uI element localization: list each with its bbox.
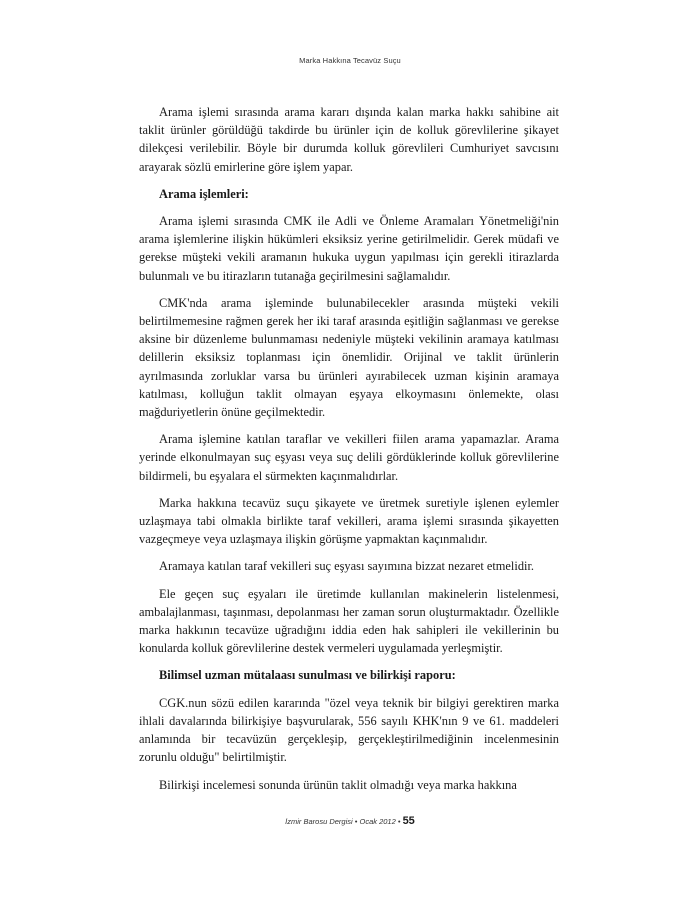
paragraph: Arama işlemi sırasında CMK ile Adli ve Önleme Aramaları Yönetmeliği'nin arama işlemlerine ilişkin hükümleri eksiksiz yerine getirilmelidir. Gerek müdafi ve gerekse müşteki vekili aramanın hukuka uygun yapılması için gerekli itirazlarda bulunmalı ve bu itirazların tutanağa geçirilmesini sağlamalıdır. — [139, 214, 559, 283]
journal-name: İzmir Barosu Dergisi • Ocak 2012 • — [285, 817, 401, 826]
paragraph: Marka hakkına tecavüz suçu şikayete ve üretmek suretiyle işlenen eylemler uzlaşmaya tabi olmakla birlikte taraf vekilleri, arama işlemi sırasında şikayetten vazgeçmeye veya uzlaşmaya ilişkin görüşme yapmaktan kaçınmalıdır. — [139, 495, 559, 547]
paragraph: Arama işlemine katılan taraflar ve vekilleri fiilen arama yapamazlar. Arama yerinde elkonulmayan suç eşyası veya suç delili gördüklerinde kolluk görevlilerine bildirmeli, bu eşyalara el sürmekten kaçınmalıdırlar. — [139, 432, 559, 483]
running-header: Marka Hakkına Tecavüz Suçu — [299, 56, 401, 65]
paragraph: Arama işlemi sırasında arama kararı dışında kalan marka hakkı sahibine ait taklit ürünler görüldüğü takdirde bu ürünler için de kolluk görevlilerine şikayet dilekçesi verilebilir. Böyle bir durumda kolluk görevlileri Cumhuriyet savcısını arayarak sözlü emirlerine göre işlem yapar. — [139, 105, 559, 174]
paragraph: CMK'nda arama işleminde bulunabilecekler arasında müşteki vekili belirtilmemesine rağmen gerek her iki taraf arasında eşitliğin sağlanması ve gerekse aksine bir düzenleme bulunmaması nedeniyle müşteki vekilinin aramaya katılması delillerin eksiksiz toplanması için önemlidir. Orijinal ve taklit ürünlerin ayrılmasında zorluklar varsa bu ürünleri ayırabilecek uzman kişinin aramaya katılması, kolluğun taklit olmayan eşyaya elkoymasını önlemekte, olası mağduriyetlerin önüne geçilmektedir. — [139, 295, 559, 420]
page-footer — [0, 815, 700, 827]
paragraph: Bilirkişi incelemesi sonunda ürünün taklit olmadığı veya marka hakkına — [159, 777, 517, 792]
paragraph: Ele geçen suç eşyaları ile üretimde kullanılan makinelerin listelenmesi, ambalajlanması, taşınması, depolanması her zaman sorun oluşturmaktadır. Özellikle marka hakkının tecavüze uğradığını iddia eden hak sahipleri ile vekillerinin bu konularda kolluk görevlilerine destek vermeleri uygulamada yerleşmiştir. — [139, 586, 559, 656]
section-heading: Arama işlemleri: — [159, 186, 249, 201]
paragraph: Aramaya katılan taraf vekilleri suç eşyası sayımına bizzat nezaret etmelidir. — [159, 559, 534, 574]
paragraph: CGK.nun sözü edilen kararında "özel veya teknik bir bilgiyi gerektiren marka ihlali davalarında bilirkişiye başvurularak, 556 sayılı KHK'nın 9 ve 61. maddeleri anlamında bir tecavüzün gerçekleşip, gerçekleştirilmediğinin incelenmesinin zorunlu olduğu" belirtilmiştir. — [139, 695, 559, 765]
page-number: 55 — [402, 815, 415, 827]
section-heading: Bilimsel uzman mütalaası sunulması ve bilirkişi raporu: — [159, 668, 456, 683]
body-text — [139, 103, 559, 803]
